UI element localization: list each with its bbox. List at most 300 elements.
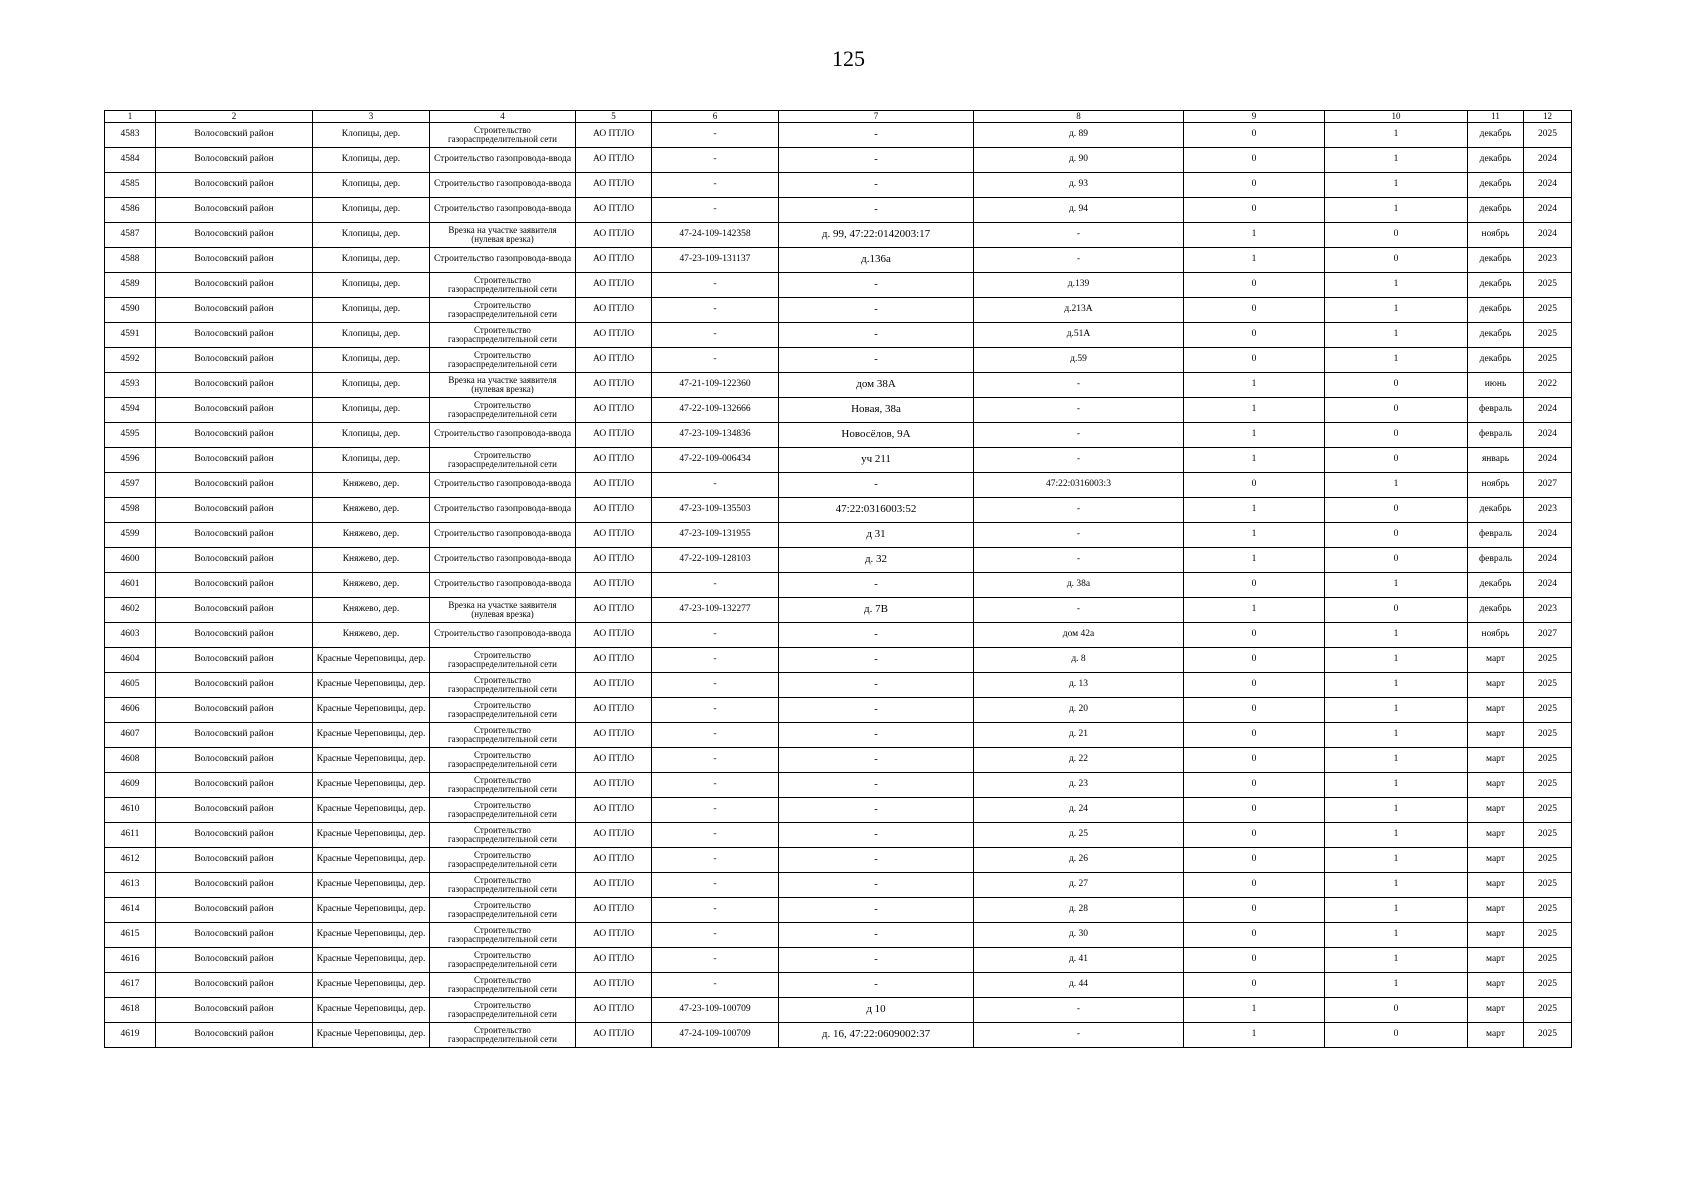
address-cell: д. 99, 47:22:0142003:17: [779, 223, 974, 248]
year-cell: 2025: [1524, 698, 1572, 723]
object-cell: д. 90: [974, 148, 1184, 173]
month-cell: декабрь: [1468, 348, 1524, 373]
col10-cell: 0: [1325, 398, 1468, 423]
contract-number-cell: 47-24-109-100709: [652, 1023, 779, 1048]
col9-cell: 0: [1184, 273, 1325, 298]
col9-cell: 0: [1184, 623, 1325, 648]
year-cell: 2023: [1524, 248, 1572, 273]
operator-cell: АО ПТЛО: [576, 298, 652, 323]
operator-cell: АО ПТЛО: [576, 173, 652, 198]
object-cell: д. 41: [974, 948, 1184, 973]
year-cell: 2024: [1524, 223, 1572, 248]
month-cell: март: [1468, 723, 1524, 748]
address-cell: -: [779, 798, 974, 823]
table-row: [105, 1023, 1572, 1048]
address-cell: -: [779, 673, 974, 698]
row-number: 4619: [105, 1023, 156, 1048]
col9-cell: 0: [1184, 673, 1325, 698]
row-number: 4618: [105, 998, 156, 1023]
year-cell: 2022: [1524, 373, 1572, 398]
work-type-cell: Строительство газораспределительной сети: [430, 298, 576, 323]
col10-cell: 0: [1325, 448, 1468, 473]
work-type-cell: Строительство газопровода-ввода: [430, 148, 576, 173]
col10-cell: 0: [1325, 598, 1468, 623]
col10-cell: 0: [1325, 423, 1468, 448]
address-cell: д. 7В: [779, 598, 974, 623]
contract-number-cell: -: [652, 123, 779, 148]
col10-cell: 0: [1325, 223, 1468, 248]
col10-cell: 1: [1325, 748, 1468, 773]
row-number: 4617: [105, 973, 156, 998]
address-cell: -: [779, 873, 974, 898]
contract-number-cell: 47-24-109-142358: [652, 223, 779, 248]
month-cell: декабрь: [1468, 273, 1524, 298]
contract-number-cell: 47-22-109-132666: [652, 398, 779, 423]
col10-cell: 1: [1325, 623, 1468, 648]
work-type-cell: Строительство газораспределительной сети: [430, 398, 576, 423]
contract-number-cell: 47-23-109-131955: [652, 523, 779, 548]
year-cell: 2025: [1524, 973, 1572, 998]
object-cell: -: [974, 598, 1184, 623]
work-type-cell: Строительство газораспределительной сети: [430, 923, 576, 948]
operator-cell: АО ПТЛО: [576, 423, 652, 448]
registry-table: [104, 110, 1572, 1048]
year-cell: 2025: [1524, 948, 1572, 973]
locality-cell: Красные Череповицы, дер.: [313, 823, 430, 848]
work-type-cell: Строительство газораспределительной сети: [430, 748, 576, 773]
address-cell: Новая, 38а: [779, 398, 974, 423]
operator-cell: АО ПТЛО: [576, 523, 652, 548]
month-cell: декабрь: [1468, 148, 1524, 173]
table-row: [105, 773, 1572, 798]
district-cell: Волосовский район: [156, 748, 313, 773]
address-cell: -: [779, 123, 974, 148]
district-cell: Волосовский район: [156, 873, 313, 898]
month-cell: март: [1468, 948, 1524, 973]
work-type-cell: Строительство газораспределительной сети: [430, 848, 576, 873]
district-cell: Волосовский район: [156, 473, 313, 498]
locality-cell: Княжево, дер.: [313, 573, 430, 598]
work-type-cell: Строительство газораспределительной сети: [430, 1023, 576, 1048]
operator-cell: АО ПТЛО: [576, 673, 652, 698]
district-cell: Волосовский район: [156, 323, 313, 348]
row-number: 4614: [105, 898, 156, 923]
year-cell: 2025: [1524, 1023, 1572, 1048]
locality-cell: Княжево, дер.: [313, 473, 430, 498]
work-type-cell: Врезка на участке заявителя (нулевая врезка): [430, 373, 576, 398]
district-cell: Волосовский район: [156, 348, 313, 373]
address-cell: уч 211: [779, 448, 974, 473]
col10-cell: 1: [1325, 848, 1468, 873]
month-cell: март: [1468, 923, 1524, 948]
col10-cell: 0: [1325, 998, 1468, 1023]
locality-cell: Клопицы, дер.: [313, 123, 430, 148]
col9-cell: 0: [1184, 923, 1325, 948]
col10-cell: 1: [1325, 673, 1468, 698]
table-row: [105, 573, 1572, 598]
district-cell: Волосовский район: [156, 523, 313, 548]
table-row: [105, 148, 1572, 173]
address-cell: дом 38А: [779, 373, 974, 398]
address-cell: -: [779, 298, 974, 323]
locality-cell: Клопицы, дер.: [313, 198, 430, 223]
operator-cell: АО ПТЛО: [576, 873, 652, 898]
object-cell: -: [974, 223, 1184, 248]
col9-cell: 0: [1184, 648, 1325, 673]
operator-cell: АО ПТЛО: [576, 323, 652, 348]
table-row: [105, 223, 1572, 248]
work-type-cell: Строительство газопровода-ввода: [430, 498, 576, 523]
locality-cell: Красные Череповицы, дер.: [313, 998, 430, 1023]
year-cell: 2025: [1524, 323, 1572, 348]
work-type-cell: Строительство газораспределительной сети: [430, 898, 576, 923]
col9-cell: 1: [1184, 398, 1325, 423]
table-row: [105, 173, 1572, 198]
year-cell: 2025: [1524, 798, 1572, 823]
col10-cell: 1: [1325, 823, 1468, 848]
object-cell: -: [974, 498, 1184, 523]
row-number: 4594: [105, 398, 156, 423]
object-cell: д. 23: [974, 773, 1184, 798]
locality-cell: Клопицы, дер.: [313, 148, 430, 173]
col9-cell: 1: [1184, 548, 1325, 573]
col9-cell: 0: [1184, 573, 1325, 598]
row-number: 4612: [105, 848, 156, 873]
col9-cell: 0: [1184, 848, 1325, 873]
operator-cell: АО ПТЛО: [576, 698, 652, 723]
column-header: 7: [779, 111, 974, 123]
contract-number-cell: 47-22-109-006434: [652, 448, 779, 473]
col9-cell: 0: [1184, 323, 1325, 348]
operator-cell: АО ПТЛО: [576, 548, 652, 573]
col9-cell: 1: [1184, 223, 1325, 248]
row-number: 4590: [105, 298, 156, 323]
work-type-cell: Строительство газораспределительной сети: [430, 773, 576, 798]
table-row: [105, 673, 1572, 698]
address-cell: -: [779, 273, 974, 298]
work-type-cell: Строительство газопровода-ввода: [430, 198, 576, 223]
contract-number-cell: -: [652, 973, 779, 998]
work-type-cell: Строительство газораспределительной сети: [430, 873, 576, 898]
table-row: [105, 823, 1572, 848]
contract-number-cell: -: [652, 673, 779, 698]
table-row: [105, 323, 1572, 348]
object-cell: -: [974, 998, 1184, 1023]
district-cell: Волосовский район: [156, 798, 313, 823]
address-cell: -: [779, 173, 974, 198]
col10-cell: 1: [1325, 273, 1468, 298]
col10-cell: 0: [1325, 498, 1468, 523]
contract-number-cell: -: [652, 698, 779, 723]
row-number: 4609: [105, 773, 156, 798]
row-number: 4600: [105, 548, 156, 573]
contract-number-cell: 47-23-109-132277: [652, 598, 779, 623]
year-cell: 2025: [1524, 723, 1572, 748]
table-row: [105, 273, 1572, 298]
district-cell: Волосовский район: [156, 173, 313, 198]
month-cell: март: [1468, 698, 1524, 723]
object-cell: д. 20: [974, 698, 1184, 723]
month-cell: март: [1468, 673, 1524, 698]
object-cell: дом 42а: [974, 623, 1184, 648]
col9-cell: 1: [1184, 598, 1325, 623]
district-cell: Волосовский район: [156, 698, 313, 723]
address-cell: -: [779, 898, 974, 923]
table-row: [105, 998, 1572, 1023]
month-cell: декабрь: [1468, 573, 1524, 598]
work-type-cell: Строительство газопровода-ввода: [430, 623, 576, 648]
table-row: [105, 198, 1572, 223]
column-header: 5: [576, 111, 652, 123]
district-cell: Волосовский район: [156, 223, 313, 248]
contract-number-cell: -: [652, 848, 779, 873]
col10-cell: 1: [1325, 323, 1468, 348]
table-row: [105, 648, 1572, 673]
col9-cell: 0: [1184, 123, 1325, 148]
object-cell: -: [974, 1023, 1184, 1048]
year-cell: 2025: [1524, 823, 1572, 848]
col10-cell: 1: [1325, 148, 1468, 173]
row-number: 4603: [105, 623, 156, 648]
row-number: 4607: [105, 723, 156, 748]
contract-number-cell: 47-21-109-122360: [652, 373, 779, 398]
month-cell: декабрь: [1468, 173, 1524, 198]
year-cell: 2024: [1524, 448, 1572, 473]
col10-cell: 0: [1325, 373, 1468, 398]
operator-cell: АО ПТЛО: [576, 373, 652, 398]
contract-number-cell: -: [652, 773, 779, 798]
month-cell: февраль: [1468, 523, 1524, 548]
month-cell: декабрь: [1468, 598, 1524, 623]
col10-cell: 1: [1325, 473, 1468, 498]
column-header: 1: [105, 111, 156, 123]
col9-cell: 0: [1184, 473, 1325, 498]
year-cell: 2025: [1524, 298, 1572, 323]
operator-cell: АО ПТЛО: [576, 1023, 652, 1048]
locality-cell: Красные Череповицы, дер.: [313, 948, 430, 973]
address-cell: -: [779, 148, 974, 173]
address-cell: д 10: [779, 998, 974, 1023]
col9-cell: 0: [1184, 348, 1325, 373]
object-cell: д. 8: [974, 648, 1184, 673]
operator-cell: АО ПТЛО: [576, 348, 652, 373]
operator-cell: АО ПТЛО: [576, 923, 652, 948]
contract-number-cell: -: [652, 623, 779, 648]
address-cell: д.136а: [779, 248, 974, 273]
district-cell: Волосовский район: [156, 1023, 313, 1048]
contract-number-cell: -: [652, 198, 779, 223]
object-cell: д.139: [974, 273, 1184, 298]
col10-cell: 1: [1325, 348, 1468, 373]
table-row: [105, 473, 1572, 498]
row-number: 4616: [105, 948, 156, 973]
year-cell: 2024: [1524, 573, 1572, 598]
column-header: 4: [430, 111, 576, 123]
col9-cell: 0: [1184, 973, 1325, 998]
address-cell: -: [779, 723, 974, 748]
table-body: [105, 123, 1572, 1048]
year-cell: 2025: [1524, 648, 1572, 673]
col10-cell: 0: [1325, 248, 1468, 273]
operator-cell: АО ПТЛО: [576, 448, 652, 473]
col9-cell: 1: [1184, 373, 1325, 398]
year-cell: 2025: [1524, 748, 1572, 773]
table-row: [105, 373, 1572, 398]
operator-cell: АО ПТЛО: [576, 198, 652, 223]
work-type-cell: Строительство газопровода-ввода: [430, 573, 576, 598]
row-number: 4606: [105, 698, 156, 723]
row-number: 4610: [105, 798, 156, 823]
locality-cell: Клопицы, дер.: [313, 348, 430, 373]
object-cell: д. 30: [974, 923, 1184, 948]
table-row: [105, 423, 1572, 448]
col9-cell: 1: [1184, 248, 1325, 273]
col10-cell: 1: [1325, 123, 1468, 148]
object-cell: д. 89: [974, 123, 1184, 148]
year-cell: 2025: [1524, 898, 1572, 923]
address-cell: -: [779, 323, 974, 348]
month-cell: март: [1468, 823, 1524, 848]
contract-number-cell: 47-22-109-128103: [652, 548, 779, 573]
district-cell: Волосовский район: [156, 673, 313, 698]
month-cell: декабрь: [1468, 498, 1524, 523]
work-type-cell: Врезка на участке заявителя (нулевая врезка): [430, 598, 576, 623]
district-cell: Волосовский район: [156, 373, 313, 398]
row-number: 4605: [105, 673, 156, 698]
contract-number-cell: -: [652, 648, 779, 673]
operator-cell: АО ПТЛО: [576, 973, 652, 998]
operator-cell: АО ПТЛО: [576, 823, 652, 848]
row-number: 4611: [105, 823, 156, 848]
table-row: [105, 848, 1572, 873]
row-number: 4589: [105, 273, 156, 298]
year-cell: 2025: [1524, 848, 1572, 873]
object-cell: -: [974, 423, 1184, 448]
col10-cell: 0: [1325, 548, 1468, 573]
contract-number-cell: 47-23-109-134836: [652, 423, 779, 448]
work-type-cell: Строительство газораспределительной сети: [430, 698, 576, 723]
contract-number-cell: -: [652, 173, 779, 198]
table-row: [105, 923, 1572, 948]
operator-cell: АО ПТЛО: [576, 723, 652, 748]
operator-cell: АО ПТЛО: [576, 273, 652, 298]
locality-cell: Клопицы, дер.: [313, 398, 430, 423]
month-cell: ноябрь: [1468, 473, 1524, 498]
col10-cell: 1: [1325, 923, 1468, 948]
column-header: 9: [1184, 111, 1325, 123]
locality-cell: Красные Череповицы, дер.: [313, 973, 430, 998]
row-number: 4615: [105, 923, 156, 948]
district-cell: Волосовский район: [156, 723, 313, 748]
district-cell: Волосовский район: [156, 998, 313, 1023]
operator-cell: АО ПТЛО: [576, 898, 652, 923]
locality-cell: Красные Череповицы, дер.: [313, 873, 430, 898]
object-cell: -: [974, 248, 1184, 273]
row-number: 4608: [105, 748, 156, 773]
work-type-cell: Строительство газопровода-ввода: [430, 473, 576, 498]
col10-cell: 0: [1325, 523, 1468, 548]
row-number: 4584: [105, 148, 156, 173]
table-row: [105, 248, 1572, 273]
address-cell: -: [779, 698, 974, 723]
work-type-cell: Строительство газораспределительной сети: [430, 648, 576, 673]
row-number: 4604: [105, 648, 156, 673]
col9-cell: 0: [1184, 698, 1325, 723]
row-number: 4602: [105, 598, 156, 623]
object-cell: -: [974, 448, 1184, 473]
work-type-cell: Строительство газораспределительной сети: [430, 948, 576, 973]
contract-number-cell: -: [652, 948, 779, 973]
row-number: 4613: [105, 873, 156, 898]
row-number: 4593: [105, 373, 156, 398]
contract-number-cell: -: [652, 798, 779, 823]
col9-cell: 1: [1184, 1023, 1325, 1048]
year-cell: 2024: [1524, 198, 1572, 223]
contract-number-cell: 47-23-109-131137: [652, 248, 779, 273]
col10-cell: 1: [1325, 798, 1468, 823]
col9-cell: 0: [1184, 173, 1325, 198]
operator-cell: АО ПТЛО: [576, 773, 652, 798]
object-cell: д. 38а: [974, 573, 1184, 598]
operator-cell: АО ПТЛО: [576, 248, 652, 273]
month-cell: декабрь: [1468, 298, 1524, 323]
col10-cell: 1: [1325, 873, 1468, 898]
object-cell: -: [974, 548, 1184, 573]
locality-cell: Красные Череповицы, дер.: [313, 748, 430, 773]
district-cell: Волосовский район: [156, 398, 313, 423]
col9-cell: 0: [1184, 723, 1325, 748]
object-cell: д. 94: [974, 198, 1184, 223]
year-cell: 2025: [1524, 998, 1572, 1023]
object-cell: 47:22:0316003:3: [974, 473, 1184, 498]
work-type-cell: Строительство газопровода-ввода: [430, 548, 576, 573]
operator-cell: АО ПТЛО: [576, 573, 652, 598]
district-cell: Волосовский район: [156, 273, 313, 298]
address-cell: -: [779, 198, 974, 223]
contract-number-cell: -: [652, 873, 779, 898]
col10-cell: 1: [1325, 573, 1468, 598]
address-cell: 47:22:0316003:52: [779, 498, 974, 523]
district-cell: Волосовский район: [156, 498, 313, 523]
table-row: [105, 898, 1572, 923]
district-cell: Волосовский район: [156, 123, 313, 148]
object-cell: д.213А: [974, 298, 1184, 323]
district-cell: Волосовский район: [156, 648, 313, 673]
year-cell: 2025: [1524, 673, 1572, 698]
locality-cell: Клопицы, дер.: [313, 448, 430, 473]
operator-cell: АО ПТЛО: [576, 223, 652, 248]
col10-cell: 1: [1325, 648, 1468, 673]
month-cell: июнь: [1468, 373, 1524, 398]
contract-number-cell: -: [652, 723, 779, 748]
col9-cell: 1: [1184, 448, 1325, 473]
col10-cell: 1: [1325, 298, 1468, 323]
month-cell: март: [1468, 998, 1524, 1023]
work-type-cell: Строительство газораспределительной сети: [430, 998, 576, 1023]
col9-cell: 0: [1184, 823, 1325, 848]
operator-cell: АО ПТЛО: [576, 473, 652, 498]
header-row: [105, 111, 1572, 123]
work-type-cell: Строительство газораспределительной сети: [430, 673, 576, 698]
address-cell: -: [779, 648, 974, 673]
district-cell: Волосовский район: [156, 573, 313, 598]
col9-cell: 1: [1184, 423, 1325, 448]
district-cell: Волосовский район: [156, 948, 313, 973]
operator-cell: АО ПТЛО: [576, 948, 652, 973]
locality-cell: Клопицы, дер.: [313, 223, 430, 248]
month-cell: март: [1468, 773, 1524, 798]
district-cell: Волосовский район: [156, 548, 313, 573]
